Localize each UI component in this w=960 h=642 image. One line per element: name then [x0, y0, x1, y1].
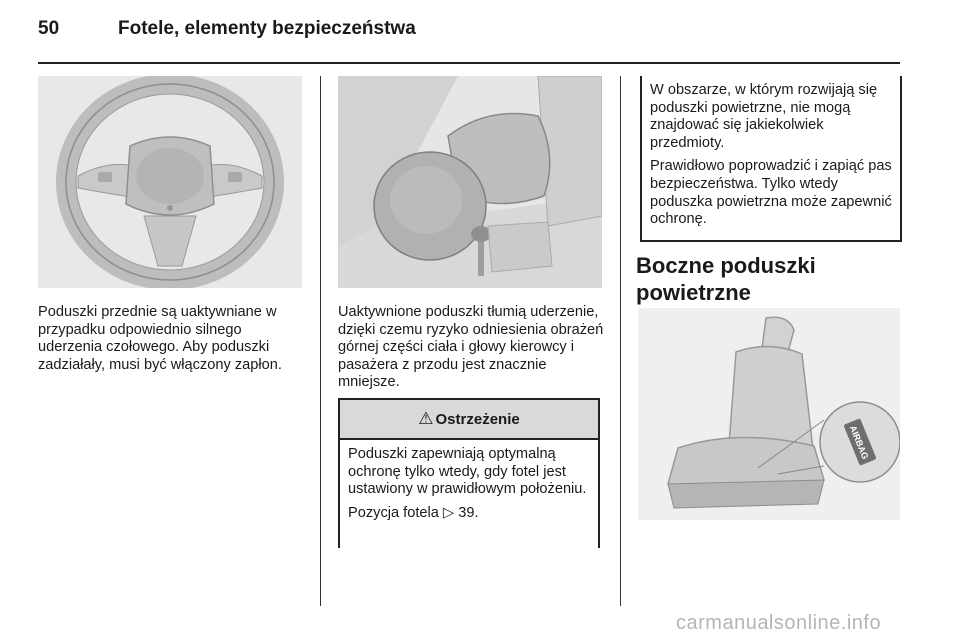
warning-body — [340, 440, 598, 522]
steering-wheel-figure — [38, 76, 302, 288]
side-airbag-seat-figure — [638, 308, 900, 520]
header-rule — [38, 62, 900, 64]
note-paragraph-1: W obszarze, w którym rozwijają się poduszki powietrzne, nie mogą znajdować się jakiekolwiek przedmioty. — [650, 82, 878, 151]
airbag-label: AIRBAG — [847, 424, 871, 461]
warning-paragraph-1: Poduszki zapewniają optymalną ochronę tylko wtedy, gdy fotel jest ustawiony w prawidłowym położeniu. — [348, 446, 587, 498]
warning-paragraph-2 — [348, 505, 590, 523]
caution-note-box — [640, 76, 902, 242]
seat-position-page-link[interactable]: 39. — [458, 504, 479, 521]
watermark: carmanualsonline.info — [676, 612, 882, 634]
steering-wheel-illustration — [38, 76, 302, 288]
deployed-airbag-figure — [338, 76, 602, 288]
page-reference-arrow-icon[interactable]: ▷ — [442, 504, 455, 521]
deployed-airbag-illustration — [338, 76, 602, 288]
warning-triangle-icon: ⚠ — [418, 409, 434, 428]
column-divider-2 — [620, 76, 621, 606]
warning-box — [338, 398, 600, 548]
page-title: Fotele, elementy bezpieczeństwa — [118, 18, 416, 39]
column-divider-1 — [320, 76, 321, 606]
page-number: 50 — [38, 18, 60, 39]
warning-header — [340, 400, 598, 440]
warning-title: Ostrzeżenie — [435, 410, 520, 428]
side-airbag-seat-illustration — [638, 308, 900, 520]
note-paragraph-2: Prawidłowo poprowadzić i zapiąć pas bezpieczeństwa. Tylko wtedy poduszka powietrzna może zapewnić ochronę. — [650, 158, 892, 228]
frontal-airbag-text: Poduszki przednie są uaktywniane w przypadku odpowiednio silnego uderzenia czołowego. Aby poduszki zadziałały, musi być włączony zapłon. — [38, 304, 282, 373]
section-title: Boczne poduszki powietrzne — [636, 253, 816, 305]
seat-position-label: Pozycja fotela — [348, 504, 439, 521]
deployed-airbag-text: Uaktywnione poduszki tłumią uderzenie, dzięki czemu ryzyko odniesienia obrażeń górnej części ciała i głowy kierowcy i pasażera z przodu jest znacznie mniejsze. — [338, 304, 604, 391]
